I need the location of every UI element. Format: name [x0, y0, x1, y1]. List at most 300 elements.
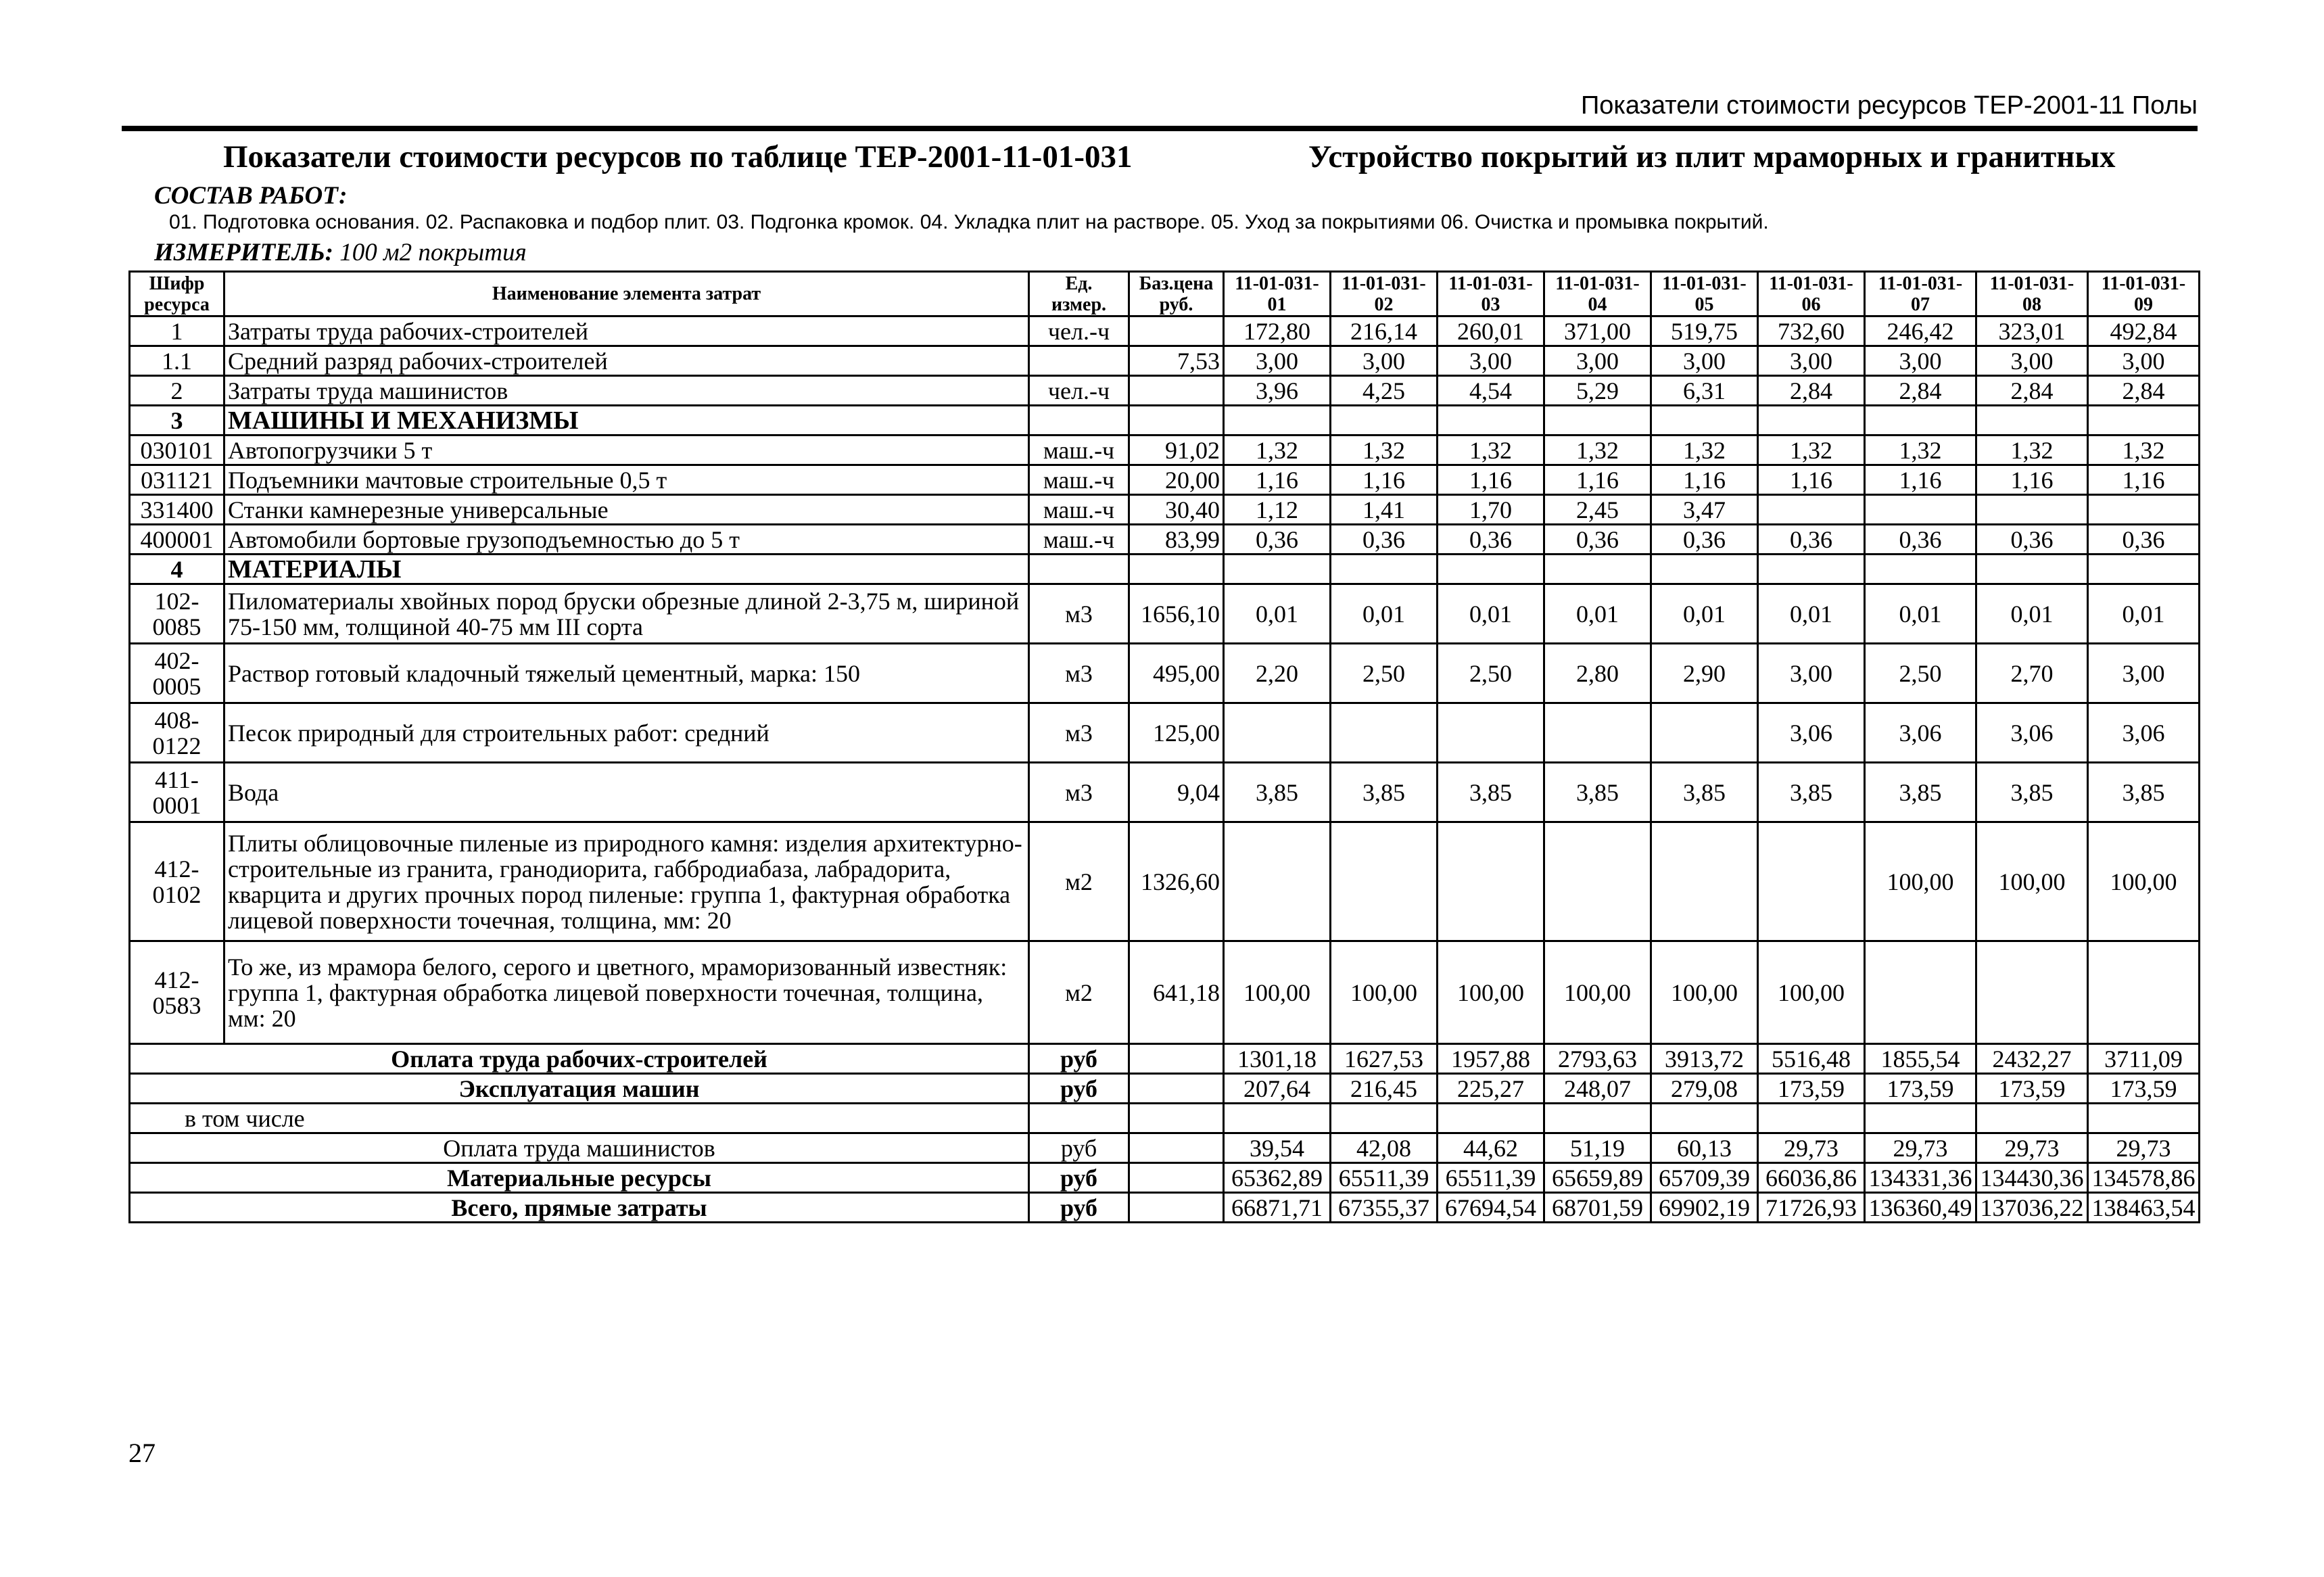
resource-code-cell: 2 [130, 376, 224, 406]
value-cell: 3,85 [1331, 763, 1438, 822]
base-price-cell: 641,18 [1129, 941, 1224, 1044]
value-cell: 3,85 [1758, 763, 1865, 822]
value-cell: 100,00 [1976, 822, 2088, 941]
value-cell: 1,32 [1224, 436, 1331, 465]
value-cell: 6,31 [1651, 376, 1758, 406]
value-cell: 2,90 [1651, 644, 1758, 703]
total-value-cell: 3913,72 [1651, 1044, 1758, 1074]
empty-cell [1976, 406, 2088, 436]
empty-cell [1438, 555, 1544, 584]
total-name-cell: Оплата труда машинистов [130, 1133, 1029, 1163]
value-cell: 3,06 [1976, 703, 2088, 763]
value-cell: 100,00 [1651, 941, 1758, 1044]
value-cell: 0,01 [1976, 584, 2088, 644]
total-value-cell: 134430,36 [1976, 1163, 2088, 1193]
table-row [130, 822, 2200, 941]
empty-cell [1129, 1163, 1224, 1193]
value-cell: 4,54 [1438, 376, 1544, 406]
composition-label: СОСТАВ РАБОТ: [154, 182, 348, 210]
total-value-cell: 67694,54 [1438, 1193, 1544, 1223]
table-row [130, 703, 2200, 763]
total-value-cell: 2793,63 [1544, 1044, 1651, 1074]
value-cell [1224, 703, 1331, 763]
value-cell: 3,00 [1976, 346, 2088, 376]
value-cell: 1,70 [1438, 495, 1544, 525]
empty-cell [1129, 555, 1224, 584]
value-cell: 1,41 [1331, 495, 1438, 525]
element-name-cell: Средний разряд рабочих-строителей [224, 346, 1029, 376]
value-cell: 2,84 [1865, 376, 1976, 406]
total-value-cell: 138463,54 [2088, 1193, 2200, 1223]
running-header-text: Показатели стоимости ресурсов ТЕР-2001-11 Полы [1580, 91, 2198, 120]
resource-code-cell: 1.1 [130, 346, 224, 376]
resource-code-cell: 408-0122 [130, 703, 224, 763]
base-price-cell: 1326,60 [1129, 822, 1224, 941]
total-value-cell: 137036,22 [1976, 1193, 2088, 1223]
table-body [130, 316, 2200, 1223]
unit-cell: м3 [1029, 584, 1129, 644]
total-name-cell: Материальные ресурсы [130, 1163, 1029, 1193]
value-cell: 0,36 [1438, 525, 1544, 555]
total-value-cell [1976, 1104, 2088, 1133]
empty-cell [1129, 1104, 1224, 1133]
element-name-cell: Затраты труда машинистов [224, 376, 1029, 406]
empty-cell [2088, 406, 2200, 436]
value-cell: 1,16 [1758, 465, 1865, 495]
value-cell: 1,16 [1544, 465, 1651, 495]
value-cell [1331, 703, 1438, 763]
value-cell [2088, 941, 2200, 1044]
header-col: 11-01-031- 01 [1224, 272, 1331, 316]
table-row [130, 465, 2200, 495]
total-value-cell: 136360,49 [1865, 1193, 1976, 1223]
resource-cost-table [128, 270, 2200, 1223]
base-price-cell: 91,02 [1129, 436, 1224, 465]
value-cell: 1,16 [1865, 465, 1976, 495]
empty-cell [1758, 406, 1865, 436]
unit-cell: м3 [1029, 763, 1129, 822]
value-cell: 0,36 [1651, 525, 1758, 555]
value-cell: 1,32 [1331, 436, 1438, 465]
value-cell [1865, 941, 1976, 1044]
value-cell [1758, 822, 1865, 941]
header-price: Баз.цена руб. [1129, 272, 1224, 316]
total-value-cell: 29,73 [1976, 1133, 2088, 1163]
total-value-cell: 29,73 [1865, 1133, 1976, 1163]
value-cell: 3,00 [1544, 346, 1651, 376]
table-header [130, 272, 2200, 316]
value-cell: 3,85 [1865, 763, 1976, 822]
table-row [130, 525, 2200, 555]
value-cell: 323,01 [1976, 316, 2088, 346]
value-cell: 3,00 [1758, 644, 1865, 703]
total-value-cell: 71726,93 [1758, 1193, 1865, 1223]
value-cell: 0,01 [2088, 584, 2200, 644]
works-list: 01. Подготовка основания. 02. Распаковка и подбор плит. 03. Подгонка кромок. 04. Укладка плит на растворе. 05. Уход за покрытиями 06. Очистка и промывка покрытий. [169, 211, 1769, 233]
value-cell: 216,14 [1331, 316, 1438, 346]
empty-cell [1758, 555, 1865, 584]
value-cell: 0,36 [2088, 525, 2200, 555]
element-name-cell: Плиты облицовочные пиленые из природного камня: изделия архитектурно-строительные из гранита, гранодиорита, габбродиабаза, лабрадорита, кварцита и других прочных пород пиленые: группа 1, фактурная обработка лицевой поверхности точечная, толщина, мм: 20 [224, 822, 1029, 941]
empty-cell [1129, 1044, 1224, 1074]
base-price-cell: 30,40 [1129, 495, 1224, 525]
empty-cell [1651, 555, 1758, 584]
value-cell: 3,06 [1865, 703, 1976, 763]
total-name-cell: Всего, прямые затраты [130, 1193, 1029, 1223]
empty-cell [1129, 1133, 1224, 1163]
value-cell: 519,75 [1651, 316, 1758, 346]
total-value-cell: 65709,39 [1651, 1163, 1758, 1193]
section-row [130, 406, 2200, 436]
empty-cell [1029, 555, 1129, 584]
resource-code-cell: 412-0583 [130, 941, 224, 1044]
empty-cell [1544, 555, 1651, 584]
value-cell: 2,45 [1544, 495, 1651, 525]
measure-label: ИЗМЕРИТЕЛЬ: [154, 239, 333, 266]
value-cell: 1,16 [1651, 465, 1758, 495]
value-cell: 1,32 [2088, 436, 2200, 465]
total-value-cell: 173,59 [1976, 1074, 2088, 1104]
total-value-cell: 1627,53 [1331, 1044, 1438, 1074]
resource-code-cell: 411-0001 [130, 763, 224, 822]
empty-cell [2088, 555, 2200, 584]
header-col: 11-01-031- 04 [1544, 272, 1651, 316]
total-value-cell [1865, 1104, 1976, 1133]
total-value-cell: 65659,89 [1544, 1163, 1651, 1193]
resource-code-cell: 4 [130, 555, 224, 584]
base-price-cell: 1656,10 [1129, 584, 1224, 644]
value-cell: 0,01 [1438, 584, 1544, 644]
resource-code-cell: 331400 [130, 495, 224, 525]
table-row [130, 346, 2200, 376]
unit-cell [1029, 1104, 1129, 1133]
total-value-cell: 173,59 [1865, 1074, 1976, 1104]
unit-cell: руб [1029, 1074, 1129, 1104]
value-cell [1976, 941, 2088, 1044]
value-cell: 3,47 [1651, 495, 1758, 525]
value-cell: 3,85 [1976, 763, 2088, 822]
value-cell: 2,50 [1438, 644, 1544, 703]
value-cell [1544, 822, 1651, 941]
total-value-cell: 5516,48 [1758, 1044, 1865, 1074]
empty-cell [1331, 406, 1438, 436]
value-cell: 260,01 [1438, 316, 1544, 346]
value-cell: 1,16 [1438, 465, 1544, 495]
value-cell: 1,16 [1976, 465, 2088, 495]
total-value-cell: 44,62 [1438, 1133, 1544, 1163]
unit-cell: руб [1029, 1193, 1129, 1223]
section-row [130, 555, 2200, 584]
empty-cell [1438, 406, 1544, 436]
value-cell [1544, 703, 1651, 763]
page-number: 27 [128, 1438, 156, 1468]
value-cell: 0,36 [1331, 525, 1438, 555]
header-code: Шифр ресурса [130, 272, 224, 316]
value-cell: 1,32 [1976, 436, 2088, 465]
value-cell: 100,00 [1758, 941, 1865, 1044]
unit-cell: руб [1029, 1044, 1129, 1074]
value-cell: 371,00 [1544, 316, 1651, 346]
unit-cell: чел.-ч [1029, 316, 1129, 346]
value-cell: 100,00 [1544, 941, 1651, 1044]
unit-cell: маш.-ч [1029, 436, 1129, 465]
value-cell: 5,29 [1544, 376, 1651, 406]
header-col: 11-01-031- 06 [1758, 272, 1865, 316]
element-name-cell: То же, из мрамора белого, серого и цветного, мраморизованный известняк: группа 1, фактурная обработка лицевой поверхности точечная, толщина, мм: 20 [224, 941, 1029, 1044]
total-value-cell: 173,59 [2088, 1074, 2200, 1104]
value-cell: 0,01 [1331, 584, 1438, 644]
base-price-cell: 9,04 [1129, 763, 1224, 822]
unit-cell [1029, 346, 1129, 376]
total-value-cell: 1301,18 [1224, 1044, 1331, 1074]
value-cell: 246,42 [1865, 316, 1976, 346]
value-cell: 492,84 [2088, 316, 2200, 346]
value-cell: 2,80 [1544, 644, 1651, 703]
resource-code-cell: 102-0085 [130, 584, 224, 644]
total-value-cell: 2432,27 [1976, 1044, 2088, 1074]
unit-cell: м3 [1029, 644, 1129, 703]
header-col: 11-01-031- 03 [1438, 272, 1544, 316]
value-cell [1331, 822, 1438, 941]
value-cell: 3,85 [1651, 763, 1758, 822]
value-cell: 3,00 [1438, 346, 1544, 376]
unit-cell: маш.-ч [1029, 465, 1129, 495]
base-price-cell: 125,00 [1129, 703, 1224, 763]
value-cell: 3,00 [2088, 346, 2200, 376]
value-cell: 0,01 [1651, 584, 1758, 644]
total-value-cell: 134578,86 [2088, 1163, 2200, 1193]
measure-value: 100 м2 покрытия [339, 239, 527, 266]
value-cell: 100,00 [2088, 822, 2200, 941]
unit-cell: маш.-ч [1029, 495, 1129, 525]
total-value-cell: 216,45 [1331, 1074, 1438, 1104]
value-cell: 3,00 [1758, 346, 1865, 376]
value-cell: 1,32 [1438, 436, 1544, 465]
empty-cell [1129, 406, 1224, 436]
value-cell: 0,36 [1976, 525, 2088, 555]
empty-cell [1544, 406, 1651, 436]
empty-cell [1129, 1193, 1224, 1223]
total-value-cell [1651, 1104, 1758, 1133]
table-row [130, 376, 2200, 406]
element-name-cell: Вода [224, 763, 1029, 822]
value-cell: 1,32 [1758, 436, 1865, 465]
value-cell [2088, 495, 2200, 525]
resource-code-cell: 030101 [130, 436, 224, 465]
total-value-cell: 29,73 [2088, 1133, 2200, 1163]
element-name-cell: Раствор готовый кладочный тяжелый цементный, марка: 150 [224, 644, 1029, 703]
total-row [130, 1163, 2200, 1193]
value-cell: 2,84 [2088, 376, 2200, 406]
value-cell [1865, 495, 1976, 525]
value-cell: 3,00 [2088, 644, 2200, 703]
total-value-cell: 134331,36 [1865, 1163, 1976, 1193]
table-row [130, 495, 2200, 525]
value-cell: 1,16 [2088, 465, 2200, 495]
total-value-cell: 66036,86 [1758, 1163, 1865, 1193]
total-value-cell: 66871,71 [1224, 1193, 1331, 1223]
value-cell: 1,16 [1331, 465, 1438, 495]
total-value-cell: 279,08 [1651, 1074, 1758, 1104]
total-value-cell [1544, 1104, 1651, 1133]
empty-cell [1976, 555, 2088, 584]
total-row [130, 1044, 2200, 1074]
value-cell: 3,85 [1224, 763, 1331, 822]
resource-code-cell: 400001 [130, 525, 224, 555]
value-cell: 2,50 [1865, 644, 1976, 703]
base-price-cell [1129, 316, 1224, 346]
value-cell: 3,06 [2088, 703, 2200, 763]
value-cell: 2,84 [1758, 376, 1865, 406]
value-cell: 3,00 [1331, 346, 1438, 376]
value-cell: 3,85 [2088, 763, 2200, 822]
value-cell: 3,00 [1651, 346, 1758, 376]
resource-code-cell: 031121 [130, 465, 224, 495]
unit-cell: чел.-ч [1029, 376, 1129, 406]
header-name: Наименование элемента затрат [224, 272, 1029, 316]
table-row [130, 316, 2200, 346]
total-value-cell: 68701,59 [1544, 1193, 1651, 1223]
value-cell: 2,50 [1331, 644, 1438, 703]
total-name-cell: Оплата труда рабочих-строителей [130, 1044, 1029, 1074]
value-cell: 0,01 [1544, 584, 1651, 644]
value-cell [1976, 495, 2088, 525]
value-cell: 0,36 [1544, 525, 1651, 555]
running-header [122, 80, 2198, 131]
table-row [130, 584, 2200, 644]
total-value-cell: 42,08 [1331, 1133, 1438, 1163]
value-cell: 1,12 [1224, 495, 1331, 525]
total-value-cell: 51,19 [1544, 1133, 1651, 1163]
total-value-cell: 225,27 [1438, 1074, 1544, 1104]
value-cell: 3,85 [1438, 763, 1544, 822]
total-value-cell: 1855,54 [1865, 1044, 1976, 1074]
base-price-cell: 7,53 [1129, 346, 1224, 376]
element-name-cell: МАШИНЫ И МЕХАНИЗМЫ [224, 406, 1029, 436]
total-value-cell: 60,13 [1651, 1133, 1758, 1163]
base-price-cell: 495,00 [1129, 644, 1224, 703]
unit-cell: м3 [1029, 703, 1129, 763]
empty-cell [1224, 406, 1331, 436]
value-cell: 100,00 [1865, 822, 1976, 941]
table-row [130, 644, 2200, 703]
header-col: 11-01-031- 02 [1331, 272, 1438, 316]
unit-cell: м2 [1029, 941, 1129, 1044]
value-cell: 2,84 [1976, 376, 2088, 406]
total-row [130, 1074, 2200, 1104]
value-cell [1224, 822, 1331, 941]
value-cell: 3,85 [1544, 763, 1651, 822]
value-cell: 3,00 [1224, 346, 1331, 376]
value-cell: 1,32 [1651, 436, 1758, 465]
total-row [130, 1193, 2200, 1223]
total-value-cell: 67355,37 [1331, 1193, 1438, 1223]
value-cell [1651, 703, 1758, 763]
value-cell [1438, 703, 1544, 763]
header-unit: Ед. измер. [1029, 272, 1129, 316]
unit-cell: руб [1029, 1163, 1129, 1193]
empty-cell [1224, 555, 1331, 584]
value-cell [1651, 822, 1758, 941]
empty-cell [1029, 406, 1129, 436]
total-value-cell: 207,64 [1224, 1074, 1331, 1104]
element-name-cell: Подъемники мачтовые строительные 0,5 т [224, 465, 1029, 495]
base-price-cell: 20,00 [1129, 465, 1224, 495]
total-value-cell [1331, 1104, 1438, 1133]
table-row [130, 941, 2200, 1044]
measure-line [154, 238, 527, 267]
table-row [130, 436, 2200, 465]
element-name-cell: Станки камнерезные универсальные [224, 495, 1029, 525]
total-row [130, 1133, 2200, 1163]
element-name-cell: МАТЕРИАЛЫ [224, 555, 1029, 584]
value-cell: 1,32 [1865, 436, 1976, 465]
total-value-cell: 65511,39 [1331, 1163, 1438, 1193]
total-value-cell: 39,54 [1224, 1133, 1331, 1163]
base-price-cell [1129, 376, 1224, 406]
unit-cell: маш.-ч [1029, 525, 1129, 555]
total-value-cell: 1957,88 [1438, 1044, 1544, 1074]
element-name-cell: Пиломатериалы хвойных пород бруски обрезные длиной 2-3,75 м, шириной 75-150 мм, толщиной 40-75 мм III сорта [224, 584, 1029, 644]
empty-cell [1331, 555, 1438, 584]
total-value-cell: 69902,19 [1651, 1193, 1758, 1223]
value-cell: 172,80 [1224, 316, 1331, 346]
value-cell: 100,00 [1438, 941, 1544, 1044]
value-cell: 100,00 [1224, 941, 1331, 1044]
empty-cell [1129, 1074, 1224, 1104]
value-cell: 0,01 [1865, 584, 1976, 644]
header-col: 11-01-031- 05 [1651, 272, 1758, 316]
table-title: Показатели стоимости ресурсов по таблице ТЕР-2001-11-01-031 [223, 139, 1133, 174]
total-value-cell: 248,07 [1544, 1074, 1651, 1104]
value-cell: 3,06 [1758, 703, 1865, 763]
value-cell: 0,36 [1758, 525, 1865, 555]
value-cell: 0,01 [1758, 584, 1865, 644]
element-name-cell: Песок природный для строительных работ: средний [224, 703, 1029, 763]
value-cell: 3,96 [1224, 376, 1331, 406]
table-row [130, 763, 2200, 822]
total-name-cell: в том числе [130, 1104, 1029, 1133]
resource-code-cell: 3 [130, 406, 224, 436]
total-value-cell: 173,59 [1758, 1074, 1865, 1104]
element-name-cell: Автомобили бортовые грузоподъемностью до 5 т [224, 525, 1029, 555]
value-cell: 4,25 [1331, 376, 1438, 406]
total-value-cell: 65362,89 [1224, 1163, 1331, 1193]
value-cell [1438, 822, 1544, 941]
value-cell: 3,00 [1865, 346, 1976, 376]
empty-cell [1651, 406, 1758, 436]
resource-code-cell: 1 [130, 316, 224, 346]
value-cell: 2,20 [1224, 644, 1331, 703]
value-cell: 732,60 [1758, 316, 1865, 346]
total-value-cell [1438, 1104, 1544, 1133]
total-value-cell: 29,73 [1758, 1133, 1865, 1163]
value-cell [1758, 495, 1865, 525]
base-price-cell: 83,99 [1129, 525, 1224, 555]
value-cell: 0,36 [1224, 525, 1331, 555]
value-cell: 0,36 [1865, 525, 1976, 555]
total-value-cell [1758, 1104, 1865, 1133]
total-value-cell [1224, 1104, 1331, 1133]
header-col: 11-01-031- 09 [2088, 272, 2200, 316]
value-cell: 1,32 [1544, 436, 1651, 465]
value-cell: 1,16 [1224, 465, 1331, 495]
value-cell: 100,00 [1331, 941, 1438, 1044]
unit-cell: м2 [1029, 822, 1129, 941]
section-title: Устройство покрытий из плит мраморных и гранитных [1308, 139, 2116, 174]
resource-code-cell: 412-0102 [130, 822, 224, 941]
total-name-cell: Эксплуатация машин [130, 1074, 1029, 1104]
